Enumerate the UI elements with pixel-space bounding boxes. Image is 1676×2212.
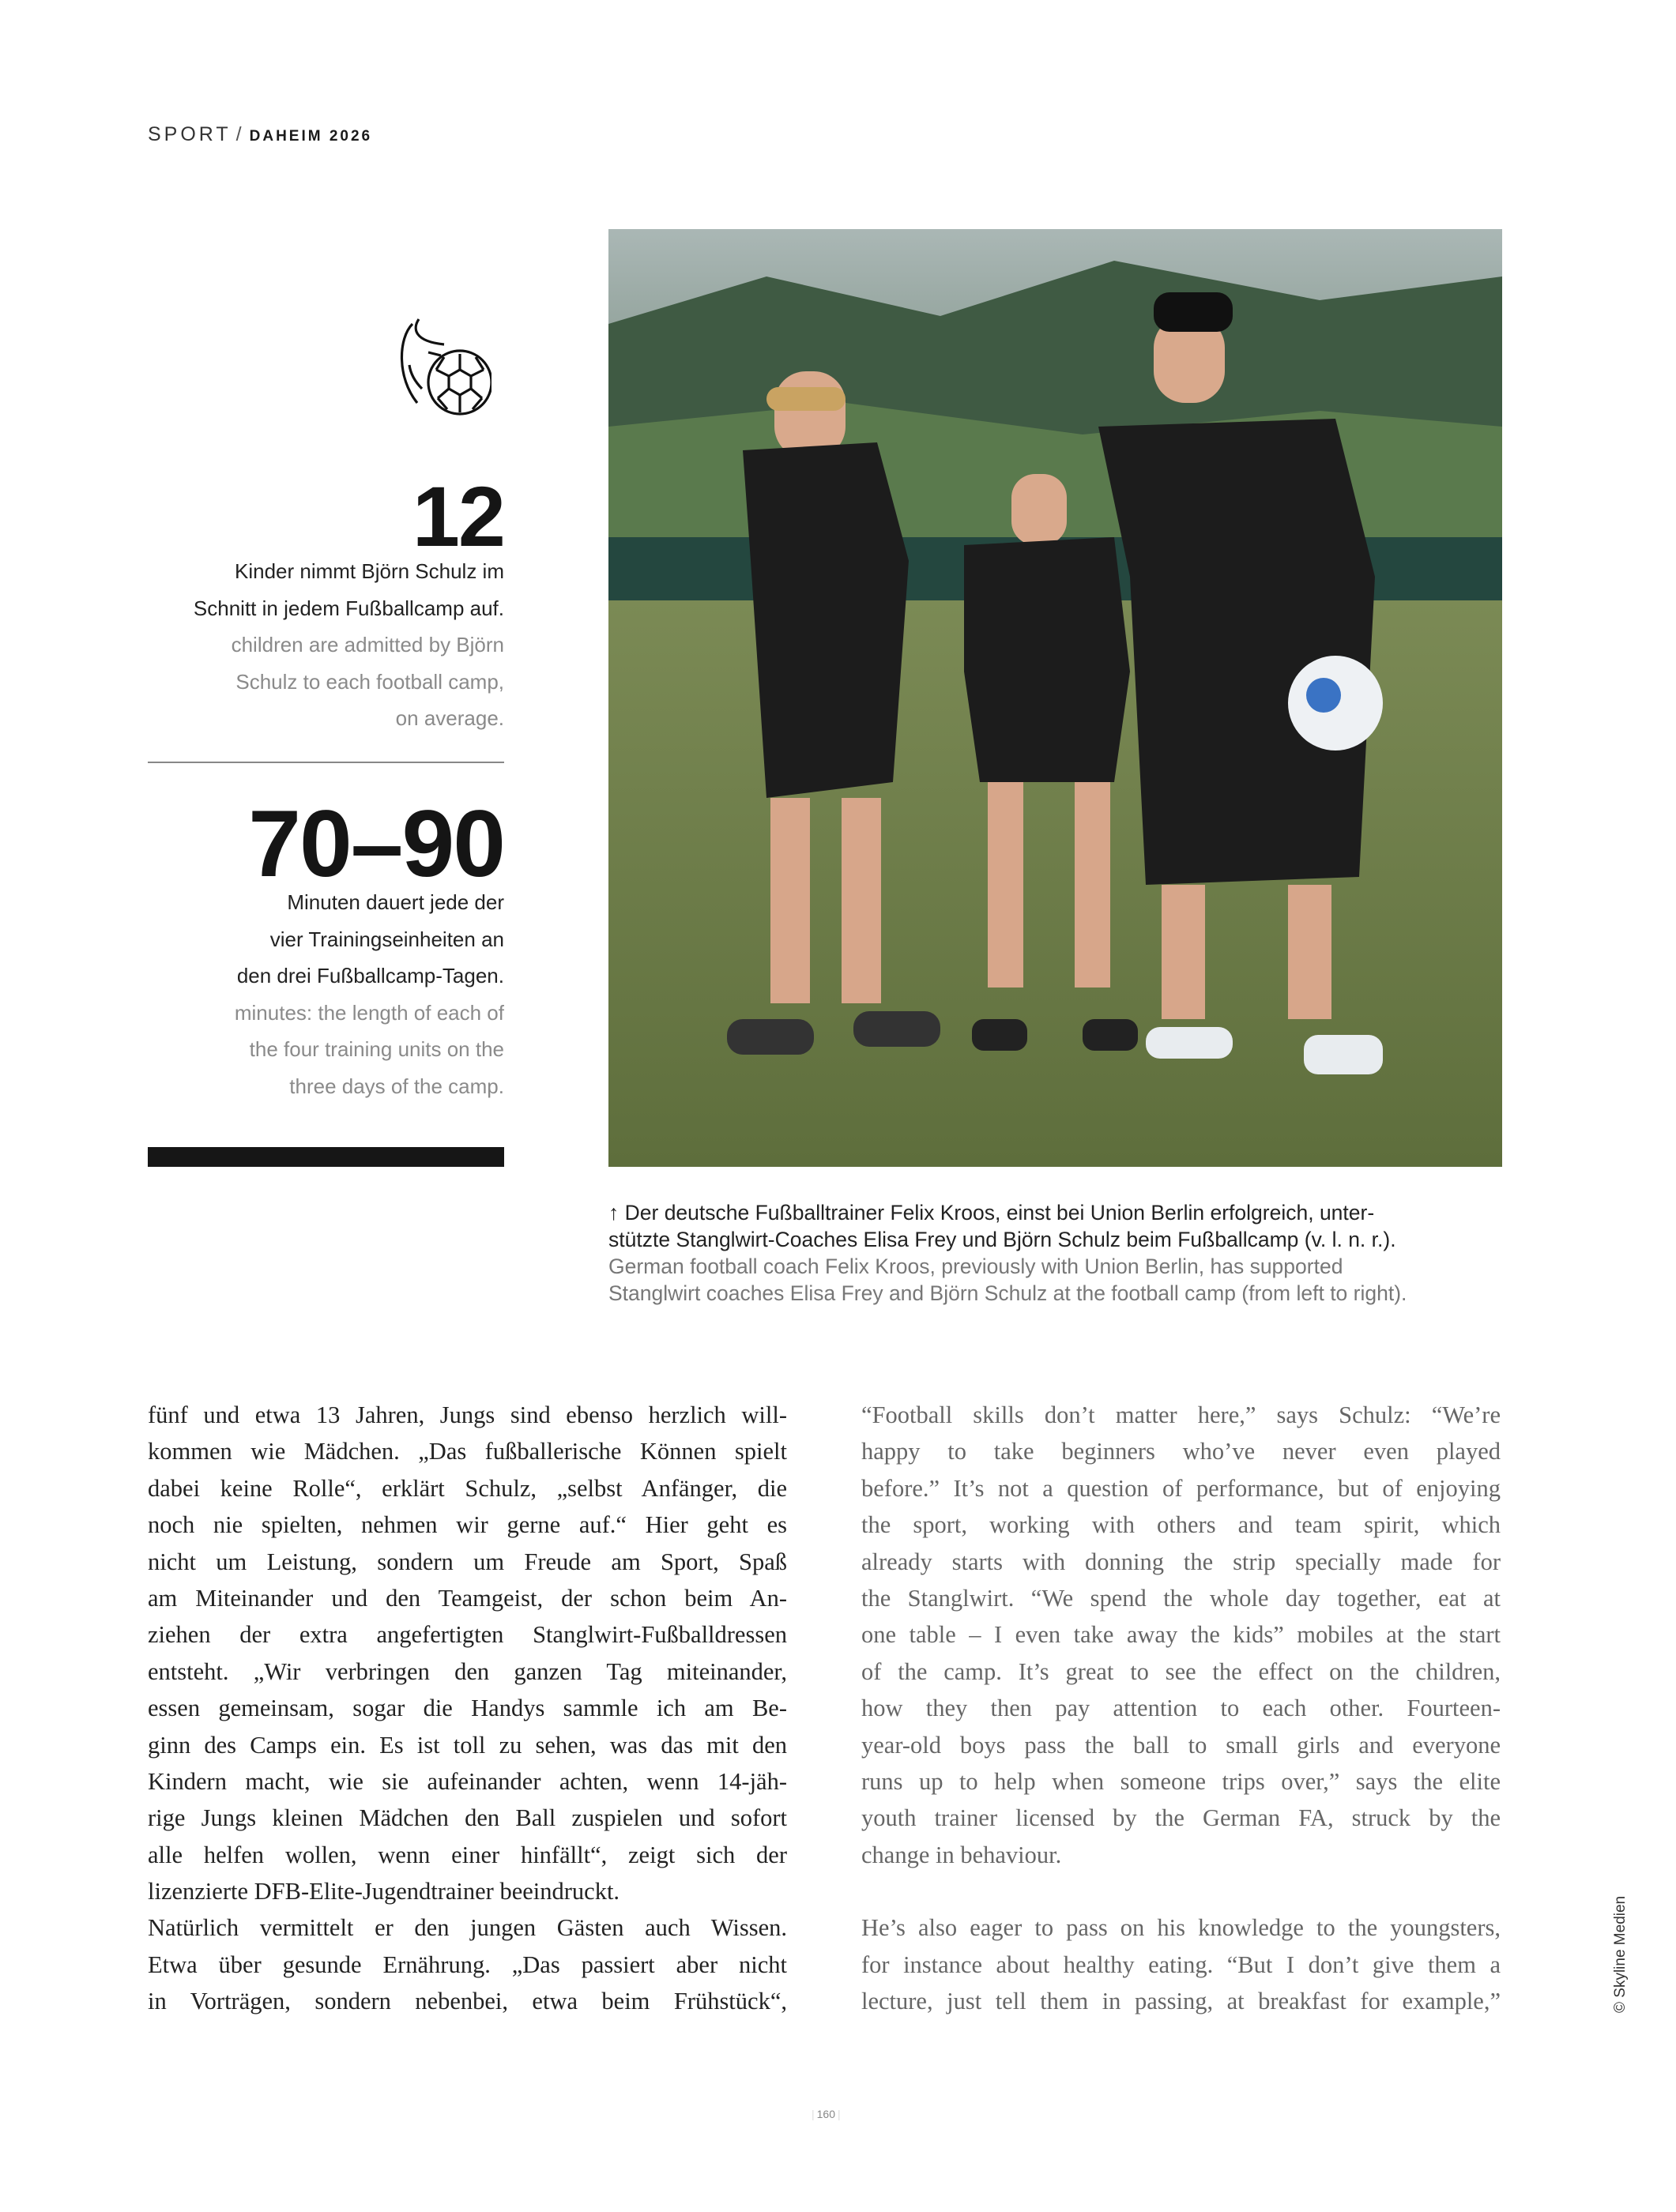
body-line: before.” It’s not a question of performance, but of enjoying: [861, 1474, 1501, 1502]
caption-text-en: German football coach Felix Kroos, previously with Union Berlin, has supported: [608, 1255, 1343, 1278]
photo-credit: © Skyline Medien: [1612, 1895, 1629, 2013]
stat-text-en: children are admitted by Björn: [231, 633, 504, 656]
body-line: for instance about healthy eating. “But I don’t give them a: [861, 1951, 1501, 1978]
caption-text-de: stützte Stanglwirt-Coaches Elisa Frey und Björn Schulz beim Fußballcamp (v. l. n. r.).: [608, 1228, 1396, 1251]
body-line: kommen wie Mädchen. „Das fußballerische Können spielt: [148, 1438, 787, 1465]
section-label: SPORT: [148, 123, 232, 145]
body-line: how they then pay attention to each other. Fourteen-: [861, 1695, 1501, 1722]
body-column-english: [861, 1397, 1501, 2020]
body-line: already starts with donning the strip specially made for: [861, 1548, 1501, 1575]
body-line: “Football skills don’t matter here,” says Schulz: “We’re: [861, 1401, 1501, 1428]
stat-text-en: on average.: [395, 706, 504, 730]
body-line: fünf und etwa 13 Jahren, Jungs sind ebenso herzlich will-: [148, 1401, 787, 1428]
body-line: lizenzierte DFB-Elite-Jugendtrainer beeindruckt.: [148, 1878, 620, 1905]
body-line: lecture, just tell them in passing, at breakfast for example,”: [861, 1988, 1501, 2015]
body-line: alle helfen wollen, wenn einer hinfällt“, zeigt sich der: [148, 1841, 787, 1868]
body-line: He’s also eager to pass on his knowledge to the youngsters,: [861, 1914, 1501, 1942]
stat-description: [148, 884, 504, 1104]
body-line: dabei keine Rolle“, erklärt Schulz, „selbst Anfänger, die: [148, 1474, 787, 1502]
running-header: [148, 123, 372, 146]
arrow-up-icon: ↑: [608, 1201, 620, 1224]
body-line: nicht um Leistung, sondern um Freude am Sport, Spaß: [148, 1548, 787, 1575]
stat-text-de: den drei Fußballcamp-Tagen.: [236, 964, 504, 988]
body-line: the Stanglwirt. “We spend the whole day together, eat at: [861, 1584, 1501, 1612]
body-line: runs up to help when someone trips over,” says the elite: [861, 1767, 1501, 1795]
caption-text-en: Stanglwirt coaches Elisa Frey and Björn Schulz at the football camp (from left to right).: [608, 1281, 1407, 1305]
stat-description: [148, 553, 504, 737]
stat-text-en: the four training units on the: [249, 1037, 504, 1061]
stat-text-de: vier Trainingseinheiten an: [269, 927, 504, 951]
decorative-bar: [148, 1147, 504, 1167]
body-line: rige Jungs kleinen Mädchen den Ball zuspielen und sofort: [148, 1804, 787, 1832]
body-line: ginn des Camps ein. Es ist toll zu sehen, was das mit den: [148, 1731, 787, 1759]
header-separator: /: [235, 123, 245, 145]
team-photo: [608, 229, 1502, 1167]
body-line: Kindern macht, wie sie aufeinander achten, wenn 14-jäh-: [148, 1767, 787, 1795]
football-icon: [395, 314, 492, 417]
page-number: | 160 |: [812, 2108, 841, 2120]
divider: [148, 762, 504, 763]
body-line: year-old boys pass the ball to small girls and everyone: [861, 1731, 1501, 1759]
stat-value: 12: [412, 468, 504, 564]
body-line: Etwa über gesunde Ernährung. „Das passiert aber nicht: [148, 1951, 787, 1978]
body-line: essen gemeinsam, sogar die Handys sammle ich am Be-: [148, 1695, 787, 1722]
stat-text-de: Schnitt in jedem Fußballcamp auf.: [193, 596, 504, 620]
magazine-label: DAHEIM 2026: [249, 128, 373, 145]
caption-text-de: Der deutsche Fußballtrainer Felix Kroos, einst bei Union Berlin erfolgreich, unter-: [624, 1201, 1375, 1224]
stat-value: 70–90: [248, 791, 504, 897]
stat-text-en: minutes: the length of each of: [234, 1000, 504, 1025]
page-number-value: 160: [816, 2108, 835, 2120]
stat-text-en: Schulz to each football camp,: [235, 669, 504, 694]
body-line: Natürlich vermittelt er den jungen Gästen auch Wissen.: [148, 1914, 787, 1942]
stat-text-en: three days of the camp.: [289, 1074, 504, 1098]
body-line: of the camp. It’s great to see the effect on the children,: [861, 1657, 1501, 1685]
body-line: ziehen der extra angefertigten Stanglwirt-Fußballdressen: [148, 1621, 787, 1649]
body-line: happy to take beginners who’ve never even played: [861, 1438, 1501, 1465]
body-line: youth trainer licensed by the German FA, struck by the: [861, 1804, 1501, 1832]
body-line: entsteht. „Wir verbringen den ganzen Tag miteinander,: [148, 1657, 787, 1685]
body-line: noch nie spielten, nehmen wir gerne auf.“ Hier geht es: [148, 1511, 787, 1539]
body-line: one table – I even take away the kids” mobiles at the start: [861, 1621, 1501, 1649]
body-line: the sport, working with others and team spirit, which: [861, 1511, 1501, 1539]
stat-text-de: Kinder nimmt Björn Schulz im: [235, 559, 504, 583]
paragraph-gap: [861, 1873, 1501, 1909]
body-line: am Miteinander und den Teamgeist, der schon beim An-: [148, 1584, 787, 1612]
photo-caption: [608, 1199, 1509, 1307]
body-line: in Vorträgen, sondern nebenbei, etwa beim Frühstück“,: [148, 1988, 787, 2015]
body-column-german: [148, 1397, 787, 2020]
body-line: change in behaviour.: [861, 1841, 1062, 1868]
stat-text-de: Minuten dauert jede der: [287, 890, 504, 914]
